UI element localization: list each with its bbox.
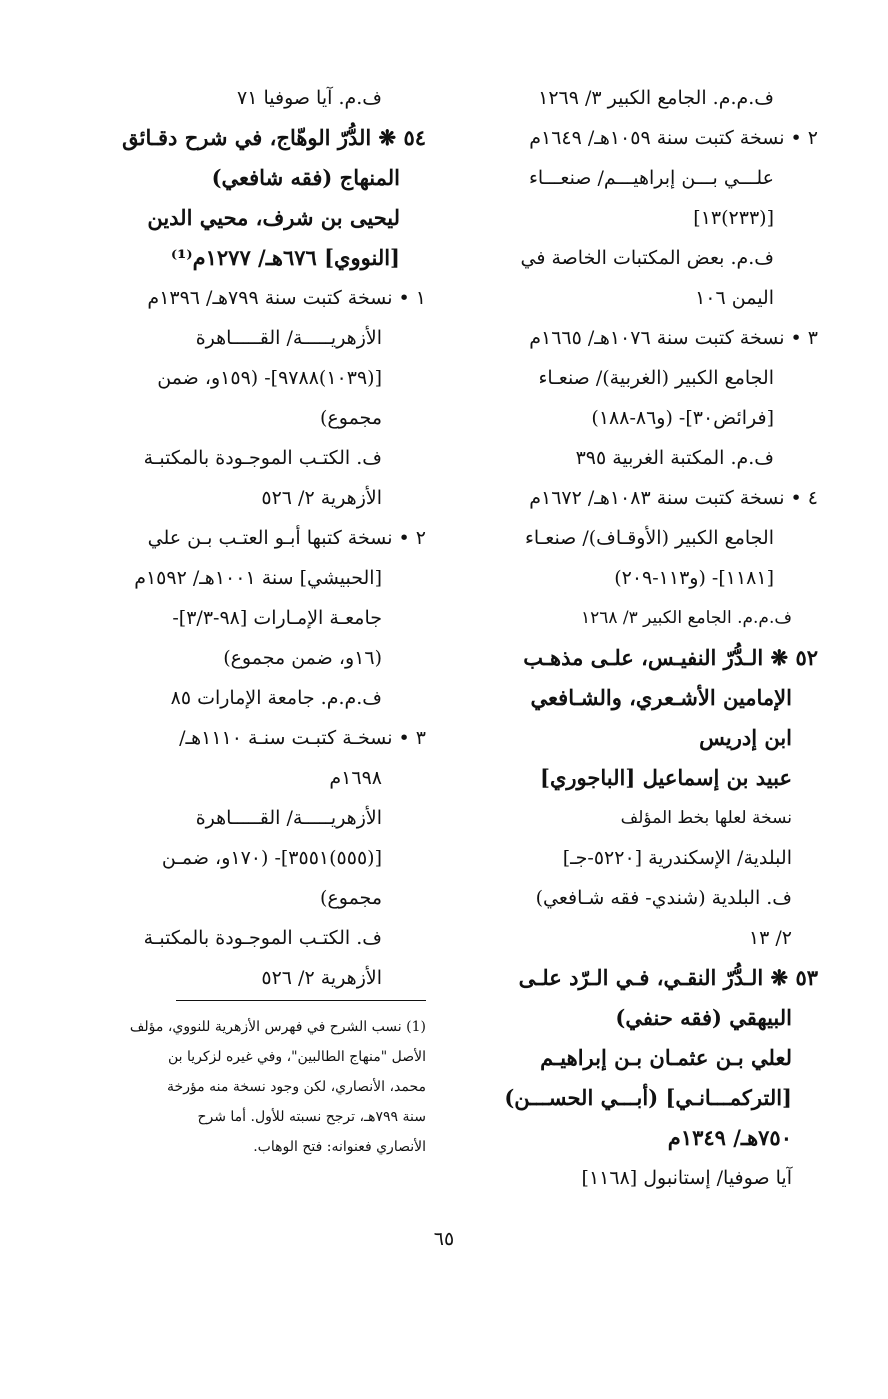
footnote [96,1012,426,1162]
right-column-line: ف.م. المكتبة الغربية ٣٩٥ [575,447,774,469]
right-column-line: ف.م. بعض المكتبات الخاصة في [520,247,774,269]
right-column-line: ف.م.م. الجامع الكبير ٣/ ١٢٦٩ [538,87,774,109]
left-column-line: ١ • نسخة كتبت سنة ٧٩٩هـ/ ١٣٩٦م [147,287,426,309]
footnote-line: الأصل "منهاج الطالبين"، وفي غيره لزكريا بن [167,1049,426,1065]
left-column-line: [(٥٥٥)٣٥٥١]- (١٧٠و، ضمـن [161,847,382,869]
right-column-line: اليمن ١٠٦ [695,287,774,309]
footnote-line: الأنصاري فعنوانه: فتح الوهاب. [253,1139,426,1155]
footnote-line: سنة ٧٩٩هـ، ترجح نسبته للأول. أما شرح [197,1109,426,1125]
right-column-line: ٥٣ ❋ الـدُّرّ النقـي، فـي الـرّد علـى [518,965,818,990]
right-column-line: [١١٨١]- (و١١٣-٢٠٩) [614,567,774,589]
left-column-line: جامعـة الإمـارات [٩٨-٣/٣]- [172,607,382,629]
right-column [478,78,818,1198]
left-column-line: (١٦و، ضمن مجموع) [223,647,382,669]
left-column-line: مجموع) [320,407,382,429]
right-column-line: آيا صوفيا/ إستانبول [١١٦٨] [581,1167,792,1189]
right-column-line: نسخة لعلها بخط المؤلف [620,808,792,828]
left-column-line: ٢ • نسخة كتبها أبـو العتـب بـن علي [147,527,426,549]
right-column-line: البيهقي (فقه حنفي) [615,1005,792,1030]
left-column-line: ف.م. آيا صوفيا ٧١ [237,87,382,109]
right-column-line: ٢/ ١٣ [748,927,792,949]
right-column-line: ٧٥٠هـ/ ١٣٤٩م [667,1125,792,1150]
left-column-line: ٥٤ ❋ الدُّرّ الوهّاج، في شرح دقـائق [122,125,426,150]
right-column-line: عبيد بن إسماعيل [الباجوري] [540,765,792,790]
left-column-line: الأزهرية ٢/ ٥٢٦ [261,487,382,509]
right-column-line: علـــي بـــن إبراهيـــم/ صنعـــاء [528,167,774,189]
left-column-line: ٣ • نسخـة كتبـت سنـة ١١١٠هـ/ [179,727,426,749]
right-column-line: [فرائض٣٠]- (و٨٦-١٨٨) [591,407,774,429]
right-column-line: الإمامين الأشـعري، والشـافعي [530,685,792,710]
right-column-line: [(٢٣٣)١٣] [693,207,774,229]
footnote-separator [176,1000,426,1001]
left-column-line: [(١٠٣٩)٩٧٨٨]- (١٥٩و، ضمن [157,367,382,389]
right-column-line: الجامع الكبير (الأوقـاف)/ صنعـاء [524,527,774,549]
left-column-line: ف. الكتـب الموجـودة بالمكتبـة [143,927,382,949]
left-column [96,78,426,998]
right-column-line: ابن إدريس [699,725,792,750]
right-column-line: البلدية/ الإسكندرية [٥٢٢٠-جـ] [562,847,792,869]
page-number: ٦٥ [433,1228,455,1250]
left-column-line: المنهاج (فقه شافعي) [211,165,400,190]
left-column-line: [الحبيشي] سنة ١٠٠١هـ/ ١٥٩٢م [134,567,382,589]
right-column-line: ف. البلدية (شندي- فقه شـافعي) [535,887,792,909]
left-column-line: ١٦٩٨م [329,767,382,789]
left-column-line: الأزهريـــــة/ القـــــاهرة [195,807,382,829]
right-column-line: ٥٢ ❋ الـدُّرّ النفيـس، علـى مذهـب [523,645,818,670]
footnote-line: (1) نسب الشرح في فهرس الأزهرية للنووي، مؤلف [129,1019,426,1035]
right-column-line: [التركمـــانـي] (أبـــي الحســـن) [504,1085,792,1110]
right-column-line: ف.م.م. الجامع الكبير ٣/ ١٢٦٨ [580,608,792,628]
left-column-line: ليحيى بن شرف، محيي الدين [147,205,400,230]
right-column-line: لعلي بـن عثمـان بـن إبراهيـم [540,1045,792,1070]
left-column-line: مجموع) [320,887,382,909]
right-column-line: الجامع الكبير (الغربية)/ صنعـاء [538,367,774,389]
left-column-line: الأزهريـــــة/ القـــــاهرة [195,327,382,349]
right-column-line: ٢ • نسخة كتبت سنة ١٠٥٩هـ/ ١٦٤٩م [529,127,818,149]
right-column-line: ٤ • نسخة كتبت سنة ١٠٨٣هـ/ ١٦٧٢م [529,487,818,509]
left-column-line: ف. الكتـب الموجـودة بالمكتبـة [143,447,382,469]
left-column-line: [النووي] ٦٧٦هـ/ ١٢٧٧م⁽¹⁾ [170,245,400,270]
right-column-line: ٣ • نسخة كتبت سنة ١٠٧٦هـ/ ١٦٦٥م [529,327,818,349]
footnote-line: محمد، الأنصاري، لكن وجود نسخة منه مؤرخة [167,1079,426,1095]
left-column-line: ف.م.م. جامعة الإمارات ٨٥ [170,687,382,709]
left-column-line: الأزهرية ٢/ ٥٢٦ [261,967,382,989]
